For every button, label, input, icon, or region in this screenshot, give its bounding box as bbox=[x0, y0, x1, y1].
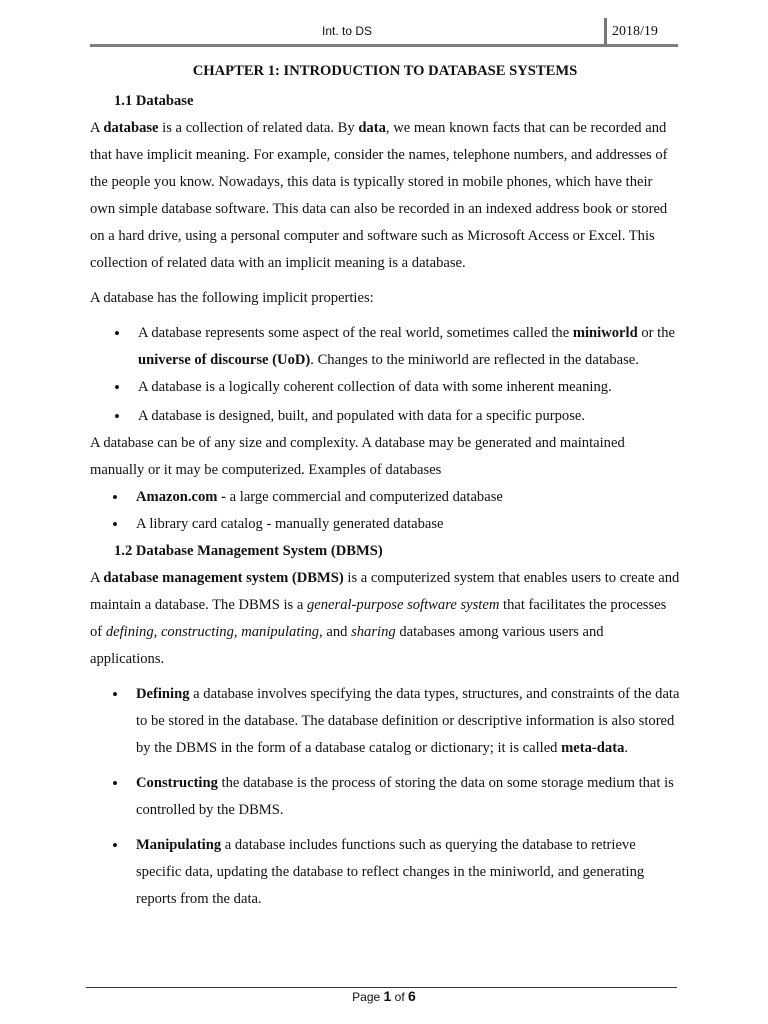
term-constructing: Constructing bbox=[136, 775, 218, 791]
text: a large commercial and computerized database bbox=[225, 489, 503, 505]
text: . Changes to the miniworld are reflected in the database. bbox=[310, 352, 639, 368]
text: a database involves specifying the data types, structures, and constraints of the data to be stored in the database. The database definition or descriptive information is also stored by the DBMS in the form of a database catalog or dictionary; it is called bbox=[136, 686, 680, 756]
chapter-title: CHAPTER 1: INTRODUCTION TO DATABASE SYSTEMS bbox=[192, 63, 578, 79]
header-rule bbox=[90, 44, 678, 47]
section-heading-database: 1.1 Database bbox=[114, 93, 194, 109]
function-item-constructing bbox=[90, 770, 680, 824]
term-dbms: database management system (DBMS) bbox=[103, 570, 344, 586]
text: databases among various users and applications. bbox=[90, 624, 604, 667]
text: . bbox=[624, 740, 629, 756]
page-total: 6 bbox=[408, 988, 416, 1004]
term-data: data bbox=[358, 120, 386, 136]
example-term: Amazon.com - bbox=[136, 489, 226, 505]
term-database: database bbox=[103, 120, 159, 136]
header-year: 2018/19 bbox=[612, 24, 658, 39]
page-footer bbox=[0, 988, 768, 1004]
term-miniworld: miniworld bbox=[572, 325, 638, 341]
text: is a collection of related data. By bbox=[158, 120, 359, 136]
paragraph-dbms-definition bbox=[90, 565, 680, 673]
document-body bbox=[90, 58, 680, 913]
page-number: 1 bbox=[383, 988, 392, 1004]
emphasis: defining, constructing, manipulating, bbox=[105, 624, 323, 640]
function-item-manipulating bbox=[90, 832, 680, 913]
header-divider bbox=[604, 18, 607, 46]
property-item bbox=[90, 320, 680, 374]
text: A bbox=[90, 120, 104, 136]
of-label: of bbox=[394, 990, 405, 1004]
text: or the bbox=[637, 325, 675, 341]
example-item: • A library card catalog - manually generated database bbox=[90, 511, 680, 538]
emphasis: general-purpose software system bbox=[306, 597, 500, 613]
header-title: Int. to DS bbox=[321, 24, 373, 38]
text: A database represents some aspect of the real world, sometimes called the bbox=[138, 325, 573, 341]
paragraph-database-definition bbox=[90, 115, 680, 277]
property-item: • A database is a logically coherent collection of data with some inherent meaning. bbox=[90, 374, 680, 401]
term-uod: universe of discourse (UoD) bbox=[138, 352, 311, 368]
paragraph-properties-intro: A database has the following implicit properties: bbox=[90, 290, 374, 306]
function-item-defining bbox=[90, 681, 680, 762]
property-item: • A database is designed, built, and populated with data for a specific purpose. bbox=[90, 403, 680, 430]
term-manipulating: Manipulating bbox=[136, 837, 222, 853]
term-meta-data: meta-data bbox=[561, 740, 625, 756]
paragraph-size-complexity: A database can be of any size and complexity. A database may be generated and maintained manually or it may be computerized. Examples of databases bbox=[90, 435, 625, 478]
page-label: Page bbox=[352, 990, 381, 1004]
example-item bbox=[90, 484, 680, 511]
text: , we mean known facts that can be recorded and that have implicit meaning. For example, consider the names, telephone numbers, and addresses of the people you know. Nowadays, this data is typically stored in mobile phones, which have their own simple database software. This data can also be recorded in an indexed address book or stored on a hard drive, using a personal computer and software such as Microsoft Access or Excel. This collection of related data with an implicit meaning is a database. bbox=[90, 120, 668, 271]
properties-list bbox=[90, 320, 680, 430]
text: the database is the process of storing the data on some storage medium that is controlled by the DBMS. bbox=[136, 775, 674, 818]
text: and bbox=[322, 624, 352, 640]
dbms-functions-list bbox=[90, 681, 680, 913]
text: that facilitates the processes of bbox=[90, 597, 667, 640]
section-heading-dbms: 1.2 Database Management System (DBMS) bbox=[114, 543, 383, 559]
text: is a computerized system that enables users to create and maintain a database. The DBMS is a bbox=[90, 570, 680, 613]
emphasis: sharing bbox=[351, 624, 396, 640]
examples-list bbox=[90, 484, 680, 538]
term-defining: Defining bbox=[136, 686, 190, 702]
text: A bbox=[90, 570, 104, 586]
text: a database includes functions such as querying the database to retrieve specific data, updating the database to reflect changes in the miniworld, and generating reports from the data. bbox=[136, 837, 645, 907]
